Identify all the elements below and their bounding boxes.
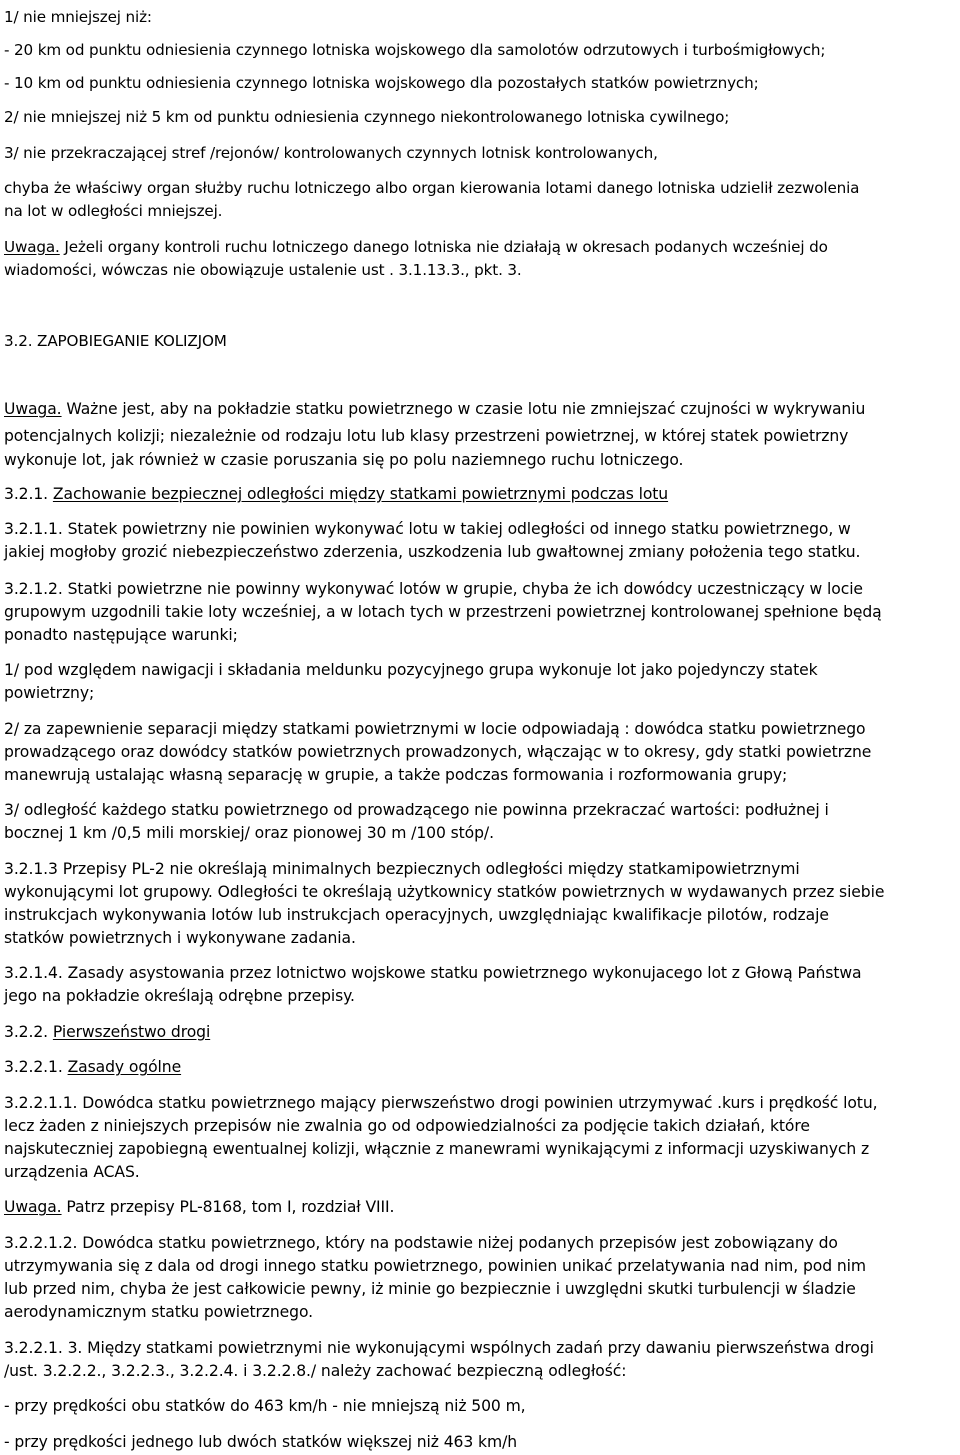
section-number: 3.2.1. bbox=[4, 485, 53, 503]
list-item: - 20 km od punktu odniesienia czynnego lotniska wojskowego dla samolotów odrzutowych i turbośmigłowych; bbox=[4, 41, 826, 59]
paragraph-line: grupowym uzgodnili takie loty wcześniej, a w lotach tych w przestrzeni powietrznej kontrolowanej spełnione będą bbox=[4, 603, 882, 621]
paragraph-line: 3.2.1.4. Zasady asystowania przez lotnictwo wojskowe statku powietrznego wykonujacego lot z Głową Państwa bbox=[4, 964, 862, 982]
section-title: Zasady ogólne bbox=[67, 1058, 182, 1076]
note-paragraph bbox=[4, 236, 956, 260]
list-item: 3/ odległość każdego statku powietrznego od prowadzącego nie powinna przekraczać wartości: podłużnej i bbox=[4, 801, 829, 819]
list-item: 2/ nie mniejszej niż 5 km od punktu odniesienia czynnego niekontrolowanego lotniska cywilnego; bbox=[4, 108, 730, 126]
list-item: 3/ nie przekraczającej stref /rejonów/ kontrolowanych czynnych lotnisk kontrolowanych, bbox=[4, 144, 658, 162]
note-label: Uwaga. bbox=[4, 400, 62, 418]
paragraph-line: najskuteczniej zapobiegną ewentualnej kolizji, włącznie z manewrami wynikającymi z informacji uzyskiwanych z bbox=[4, 1140, 870, 1158]
list-item: - 10 km od punktu odniesienia czynnego lotniska wojskowego dla pozostałych statków powietrznych; bbox=[4, 74, 759, 92]
paragraph-line: wykonującymi lot grupowy. Odległości te określają użytkownicy statków powietrznych w wydawanych przez siebie bbox=[4, 883, 885, 901]
paragraph-line: 3.2.1.3 Przepisy PL-2 nie określają minimalnych bezpiecznych odległości między statkamipowietrznymi bbox=[4, 860, 800, 878]
paragraph-line: potencjalnych kolizji; niezależnie od rodzaju lotu lub klasy przestrzeni powietrznej, w której statek powietrzny bbox=[4, 427, 849, 445]
paragraph-line: lecz żaden z niniejszych przepisów nie zwalnia go od odpowiedzialności za podjęcie takich działań, które bbox=[4, 1117, 810, 1135]
paragraph-line: aerodynamicznym statku powietrznego. bbox=[4, 1303, 313, 1321]
paragraph-line: 3.2.1.1. Statek powietrzny nie powinien wykonywać lotu w takiej odległości od innego statku powietrznego, w bbox=[4, 520, 851, 538]
paragraph-line: 3.2.2.1.2. Dowódca statku powietrznego, który na podstawie niżej podanych przepisów jest zobowiązany do bbox=[4, 1234, 838, 1252]
paragraph-line: ponadto następujące warunki; bbox=[4, 626, 238, 644]
section-number: 3.2.2.1. bbox=[4, 1058, 68, 1076]
paragraph-line: jego na pokładzie określają odrębne przepisy. bbox=[4, 987, 355, 1005]
list-item: - przy prędkości jednego lub dwóch statków większej niż 463 km/h bbox=[4, 1433, 518, 1451]
section-title: Pierwszeństwo drogi bbox=[52, 1023, 211, 1041]
paragraph-line: chyba że właściwy organ służby ruchu lotniczego albo organ kierowania lotami danego lotniska udzielił zezwolenia bbox=[4, 179, 860, 197]
list-item: 1/ nie mniejszej niż: bbox=[4, 8, 152, 26]
section-title: Zachowanie bezpiecznej odległości między statkami powietrznymi podczas lotu bbox=[52, 485, 669, 503]
paragraph-line: 3.2.1.2. Statki powietrzne nie powinny wykonywać lotów w grupie, chyba że ich dowódcy uczestniczący w locie bbox=[4, 580, 863, 598]
list-item: 2/ za zapewnienie separacji między statkami powietrznymi w locie odpowiadają : dowódca statku powietrznego bbox=[4, 720, 866, 738]
paragraph-line: utrzymywania się z dala od drogi innego statku powietrznego, powinien unikać przelatywania nad nim, pod nim bbox=[4, 1257, 866, 1275]
paragraph-line: bocznej 1 km /0,5 mili morskiej/ oraz pionowej 30 m /100 stóp/. bbox=[4, 824, 494, 842]
paragraph-line: urządzenia ACAS. bbox=[4, 1163, 140, 1181]
note-label: Uwaga. bbox=[4, 238, 60, 256]
list-item: - przy prędkości obu statków do 463 km/h - nie mniejszą niż 500 m, bbox=[4, 1397, 526, 1415]
paragraph-line: manewrują ustalając własną separację w grupie, a także podczas formowania i rozformowania grupy; bbox=[4, 766, 788, 784]
subsection-heading bbox=[4, 1056, 956, 1080]
paragraph-line: wiadomości, wówczas nie obowiązuje ustalenie ust . 3.1.13.3., pkt. 3. bbox=[4, 261, 522, 279]
section-number: 3.2.2. bbox=[4, 1023, 53, 1041]
subsection-heading bbox=[4, 483, 956, 507]
note-text: Jeżeli organy kontroli ruchu lotniczego danego lotniska nie działają w okresach podanych wcześniej do bbox=[59, 238, 828, 256]
paragraph-line: lub przed nim, chyba że jest całkowicie pewny, iż minie go bezpiecznie i uwzględni skutki turbulencji w śladzie bbox=[4, 1280, 856, 1298]
paragraph-line: wykonuje lot, jak również w czasie poruszania się po polu naziemnego ruchu lotniczego. bbox=[4, 451, 684, 469]
paragraph-line: jakiej mogłoby grozić niebezpieczeństwo zderzenia, uszkodzenia lub gwałtownej zmiany położenia tego statku. bbox=[4, 543, 861, 561]
paragraph-line: instrukcjach wykonywania lotów lub instrukcjach operacyjnych, uwzględniając kwalifikacje pilotów, rodzaje bbox=[4, 906, 829, 924]
paragraph-line: powietrzny; bbox=[4, 684, 95, 702]
note-paragraph bbox=[4, 1196, 956, 1220]
note-paragraph bbox=[4, 398, 956, 422]
paragraph-line: prowadzącego oraz dowódcy statków powietrznych prowadzonych, włączając w to okresy, gdy statki powietrzne bbox=[4, 743, 872, 761]
paragraph-line: 3.2.2.1. 3. Między statkami powietrznymi nie wykonującymi wspólnych zadań przy dawaniu pierwszeństwa drogi bbox=[4, 1339, 874, 1357]
note-text: Patrz przepisy PL-8168, tom I, rozdział VIII. bbox=[61, 1198, 395, 1216]
note-label: Uwaga. bbox=[4, 1198, 62, 1216]
paragraph-line: na lot w odległości mniejszej. bbox=[4, 202, 223, 220]
note-text: Ważne jest, aby na pokładzie statku powietrznego w czasie lotu nie zmniejszać czujności w wykrywaniu bbox=[61, 400, 866, 418]
list-item: 1/ pod względem nawigacji i składania meldunku pozycyjnego grupa wykonuje lot jako pojedynczy statek bbox=[4, 661, 818, 679]
paragraph-line: 3.2.2.1.1. Dowódca statku powietrznego mający pierwszeństwo drogi powinien utrzymywać .kurs i prędkość lotu, bbox=[4, 1094, 878, 1112]
paragraph-line: statków powietrznych i wykonywane zadania. bbox=[4, 929, 356, 947]
paragraph-line: /ust. 3.2.2.2., 3.2.2.3., 3.2.2.4. i 3.2.2.8./ należy zachować bezpieczną odległość: bbox=[4, 1362, 627, 1380]
subsection-heading bbox=[4, 1021, 956, 1045]
section-heading: 3.2. ZAPOBIEGANIE KOLIZJOM bbox=[4, 332, 227, 350]
